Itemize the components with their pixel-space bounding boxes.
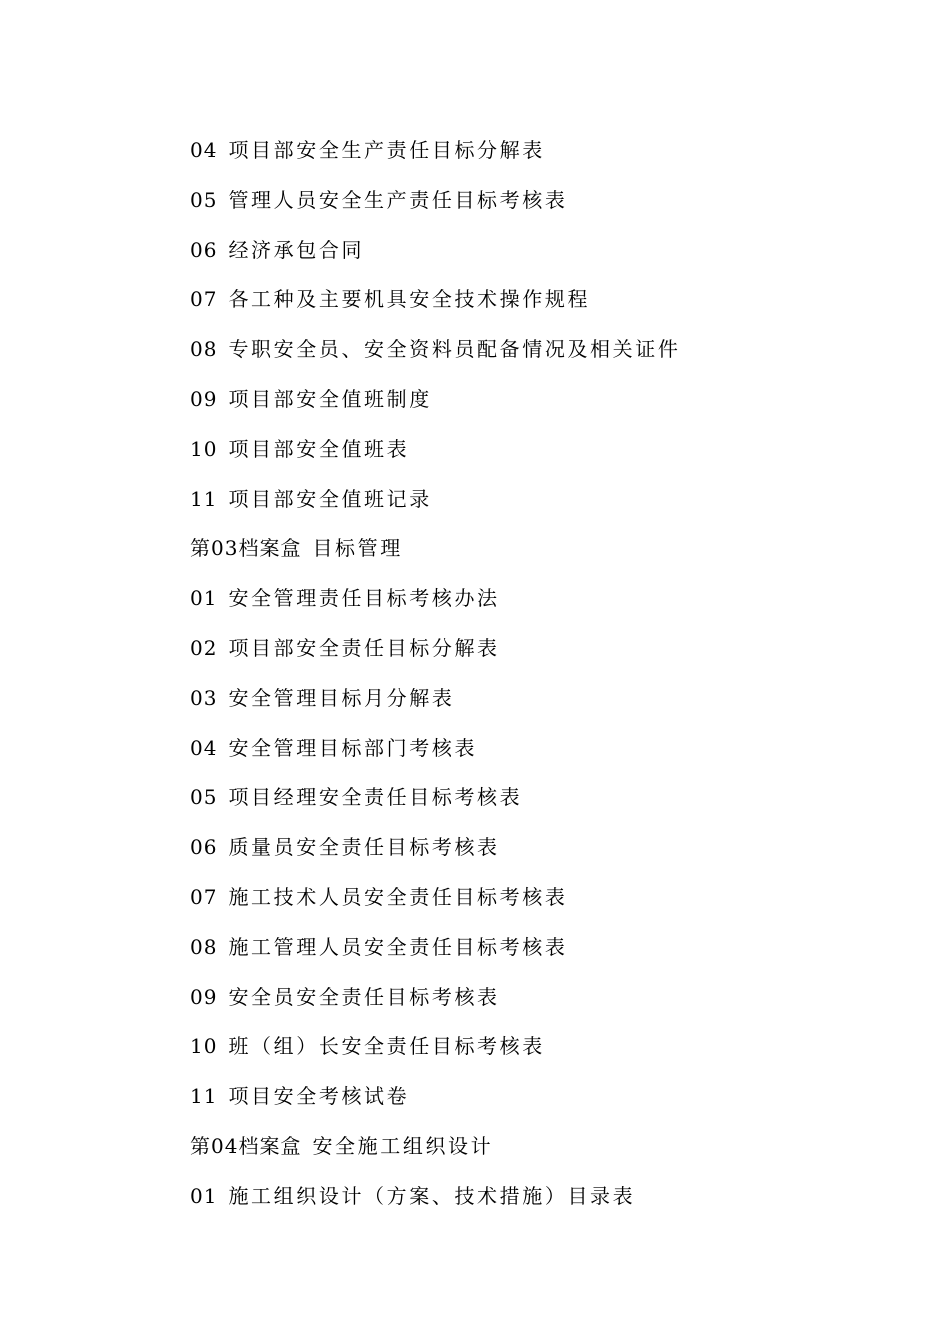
item-number: 06 — [190, 237, 218, 262]
item-title: 项目部安全值班记录 — [228, 486, 432, 511]
item-number: 07 — [190, 287, 218, 312]
section-heading — [190, 533, 890, 583]
list-item — [190, 1081, 890, 1131]
document-contents-list — [190, 135, 890, 1231]
section-title: 安全施工组织设计 — [312, 1133, 494, 1158]
box-label: 第03档案盒 — [190, 536, 302, 561]
item-title: 班（组）长安全责任目标考核表 — [228, 1034, 545, 1059]
item-number: 10 — [190, 436, 218, 461]
list-item — [190, 1031, 890, 1081]
section-heading — [190, 1131, 890, 1181]
list-item — [190, 832, 890, 882]
item-title: 项目部安全生产责任目标分解表 — [228, 138, 545, 162]
item-title: 施工管理人员安全责任目标考核表 — [228, 934, 568, 959]
item-number: 04 — [190, 138, 218, 162]
item-number: 02 — [190, 635, 218, 660]
list-item — [190, 633, 890, 683]
list-item — [190, 284, 890, 334]
item-number: 08 — [190, 934, 218, 959]
item-number: 07 — [190, 884, 218, 909]
item-title: 各工种及主要机具安全技术操作规程 — [228, 287, 591, 312]
item-number: 08 — [190, 337, 218, 362]
item-title: 安全管理责任目标考核办法 — [228, 586, 500, 611]
item-number: 11 — [190, 1084, 218, 1109]
item-number: 10 — [190, 1034, 218, 1059]
list-item — [190, 733, 890, 783]
item-number: 11 — [190, 486, 218, 511]
item-title: 安全管理目标部门考核表 — [228, 735, 478, 760]
item-number: 03 — [190, 685, 218, 710]
item-number: 01 — [190, 586, 218, 611]
item-title: 项目安全考核试卷 — [228, 1084, 410, 1109]
item-number: 01 — [190, 1183, 218, 1208]
list-item — [190, 683, 890, 733]
list-item — [190, 484, 890, 534]
box-label: 第04档案盒 — [190, 1133, 302, 1158]
list-item — [190, 334, 890, 384]
item-title: 施工技术人员安全责任目标考核表 — [228, 884, 568, 909]
list-item — [190, 1181, 890, 1231]
item-number: 06 — [190, 835, 218, 860]
item-title: 项目部安全责任目标分解表 — [228, 635, 500, 660]
list-item — [190, 185, 890, 235]
list-item — [190, 235, 890, 285]
list-item — [190, 882, 890, 932]
item-title: 质量员安全责任目标考核表 — [228, 835, 500, 860]
section-title: 目标管理 — [312, 536, 403, 561]
item-title: 施工组织设计（方案、技术措施）目录表 — [228, 1183, 636, 1208]
item-title: 项目部安全值班制度 — [228, 386, 432, 411]
item-number: 09 — [190, 984, 218, 1009]
item-number: 05 — [190, 785, 218, 810]
item-title: 项目部安全值班表 — [228, 436, 410, 461]
item-title: 经济承包合同 — [228, 237, 365, 262]
item-number: 09 — [190, 386, 218, 411]
list-item — [190, 135, 890, 185]
item-title: 安全管理目标月分解表 — [228, 685, 455, 710]
item-title: 安全员安全责任目标考核表 — [228, 984, 500, 1009]
list-item — [190, 384, 890, 434]
list-item — [190, 932, 890, 982]
list-item — [190, 583, 890, 633]
list-item — [190, 434, 890, 484]
item-title: 管理人员安全生产责任目标考核表 — [228, 187, 568, 212]
list-item — [190, 782, 890, 832]
list-item — [190, 982, 890, 1032]
item-number: 05 — [190, 187, 218, 212]
item-number: 04 — [190, 735, 218, 760]
item-title: 专职安全员、安全资料员配备情况及相关证件 — [228, 337, 681, 362]
item-title: 项目经理安全责任目标考核表 — [228, 785, 523, 810]
